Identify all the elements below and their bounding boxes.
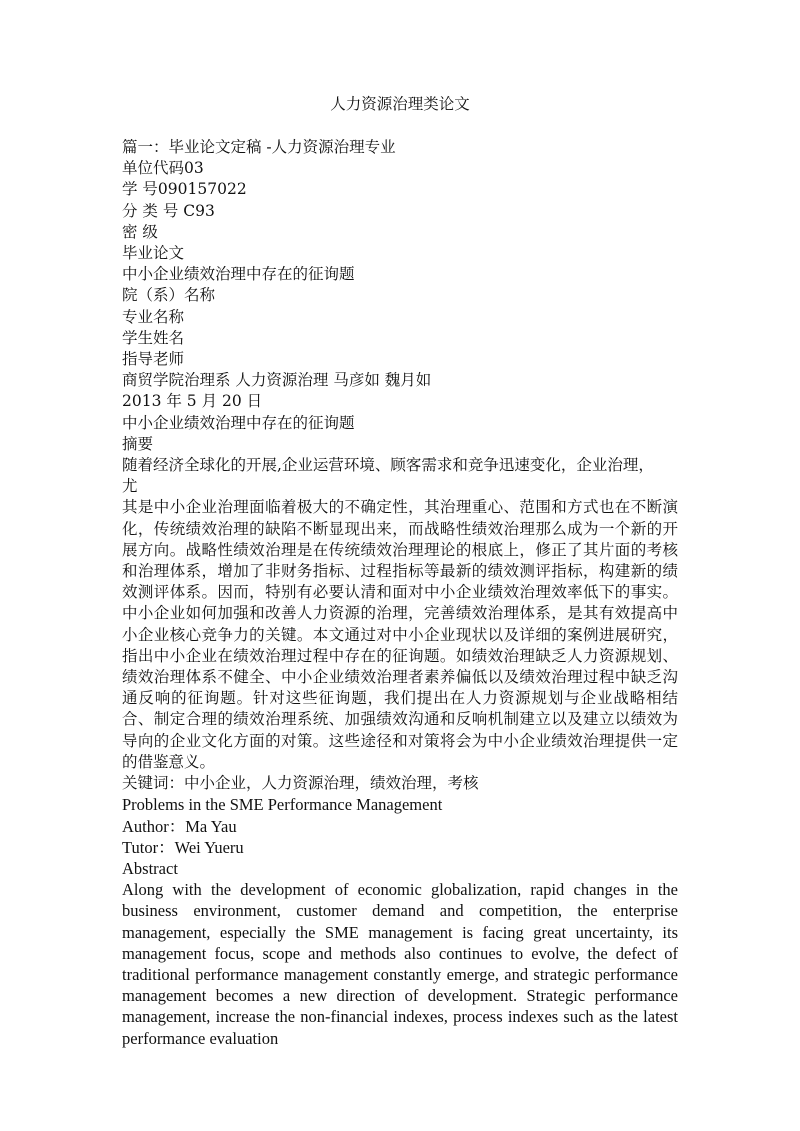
english-abstract-heading: Abstract xyxy=(122,858,178,878)
header-line-date: 2013 年 5 月 20 日 xyxy=(122,392,263,411)
english-author: Author：Ma Yau xyxy=(122,816,237,836)
header-line-student-id: 学 号090157022 xyxy=(122,180,247,199)
header-line-secrecy: 密 级 xyxy=(122,222,158,241)
english-title: Problems in the SME Performance Management xyxy=(122,795,443,815)
header-line-classification: 分 类 号 C93 xyxy=(122,201,215,220)
abstract-cn-paragraph: 其是中小企业治理面临着极大的不确定性，其治理重心、范围和方式也在不断演化，传统绩效治理的缺陷不断显现出来，而战略性绩效治理那么成为一个新的开展方向。战略性绩效治理是在传统绩效治理理论的根底上，修正了其片面的考核和治理体系，增加了非财务指标、过程指标等最新的绩效测评指标，构建新的绩效测评体系。因而，特别有必要认清和面对中小企业绩效治理效率低下的事实。中小企业如何加强和改善人力资源的治理，完善绩效治理体系，是其有效提高中小企业核心竞争力的关键。本文通过对中小企业现状以及详细的案例进展研究，指出中小企业在绩效治理过程中存在的征询题。如绩效治理缺乏人力资源规划、绩效治理体系不健全、中小企业绩效治理者素养偏低以及绩效治理过程中缺乏沟通反响的征询题。针对这些征询题，我们提出在人力资源规划与企业战略相结合、制定合理的绩效治理系统、加强绩效沟通和反响机制建立以及建立以绩效为导向的企业文化方面的对策。这些途径和对策将会为中小企业绩效治理提供一定的借鉴意义。 xyxy=(122,498,678,771)
abstract-heading-cn: 摘要 xyxy=(122,434,154,453)
header-line-thesis-title: 中小企业绩效治理中存在的征询题 xyxy=(122,265,355,284)
english-abstract-paragraph: Along with the development of economic globalization, rapid changes in the business environment, customer demand and competition, the enterprise management, especially the SME management is facing great uncertainty, its management focus, scope and methods also continues to evolve, the defect of traditional performance management constantly emerge, and strategic performance management becomes a new direction of development. Strategic performance management, increase the non-financial indexes, process indexes such as the latest performance evaluation xyxy=(122,880,678,1048)
document-title: 人力资源治理类论文 xyxy=(330,95,470,113)
header-line-unit-code: 单位代码03 xyxy=(122,159,204,178)
abstract-cn-first-line: 随着经济全球化的开展,企业运营环境、顾客需求和竞争迅速变化，企业治理， xyxy=(122,456,654,475)
header-line-student-name: 学生姓名 xyxy=(122,328,185,347)
abstract-cn-wrap-char: 尤 xyxy=(122,477,138,496)
header-line-major: 专业名称 xyxy=(122,307,185,326)
header-line-details: 商贸学院治理系 人力资源治理 马彦如 魏月如 xyxy=(122,371,432,390)
header-line-thesis-label: 毕业论文 xyxy=(122,244,185,263)
header-line-section: 篇一：毕业论文定稿 -人力资源治理专业 xyxy=(122,138,396,156)
header-line-department: 院（系）名称 xyxy=(122,286,216,305)
header-line-advisor: 指导老师 xyxy=(122,350,185,369)
header-line-thesis-title-repeat: 中小企业绩效治理中存在的征询题 xyxy=(122,413,355,432)
english-tutor: Tutor：Wei Yueru xyxy=(122,837,244,857)
document-body xyxy=(122,137,678,1049)
keywords-cn: 关键词：中小企业，人力资源治理，绩效治理，考核 xyxy=(122,774,479,793)
